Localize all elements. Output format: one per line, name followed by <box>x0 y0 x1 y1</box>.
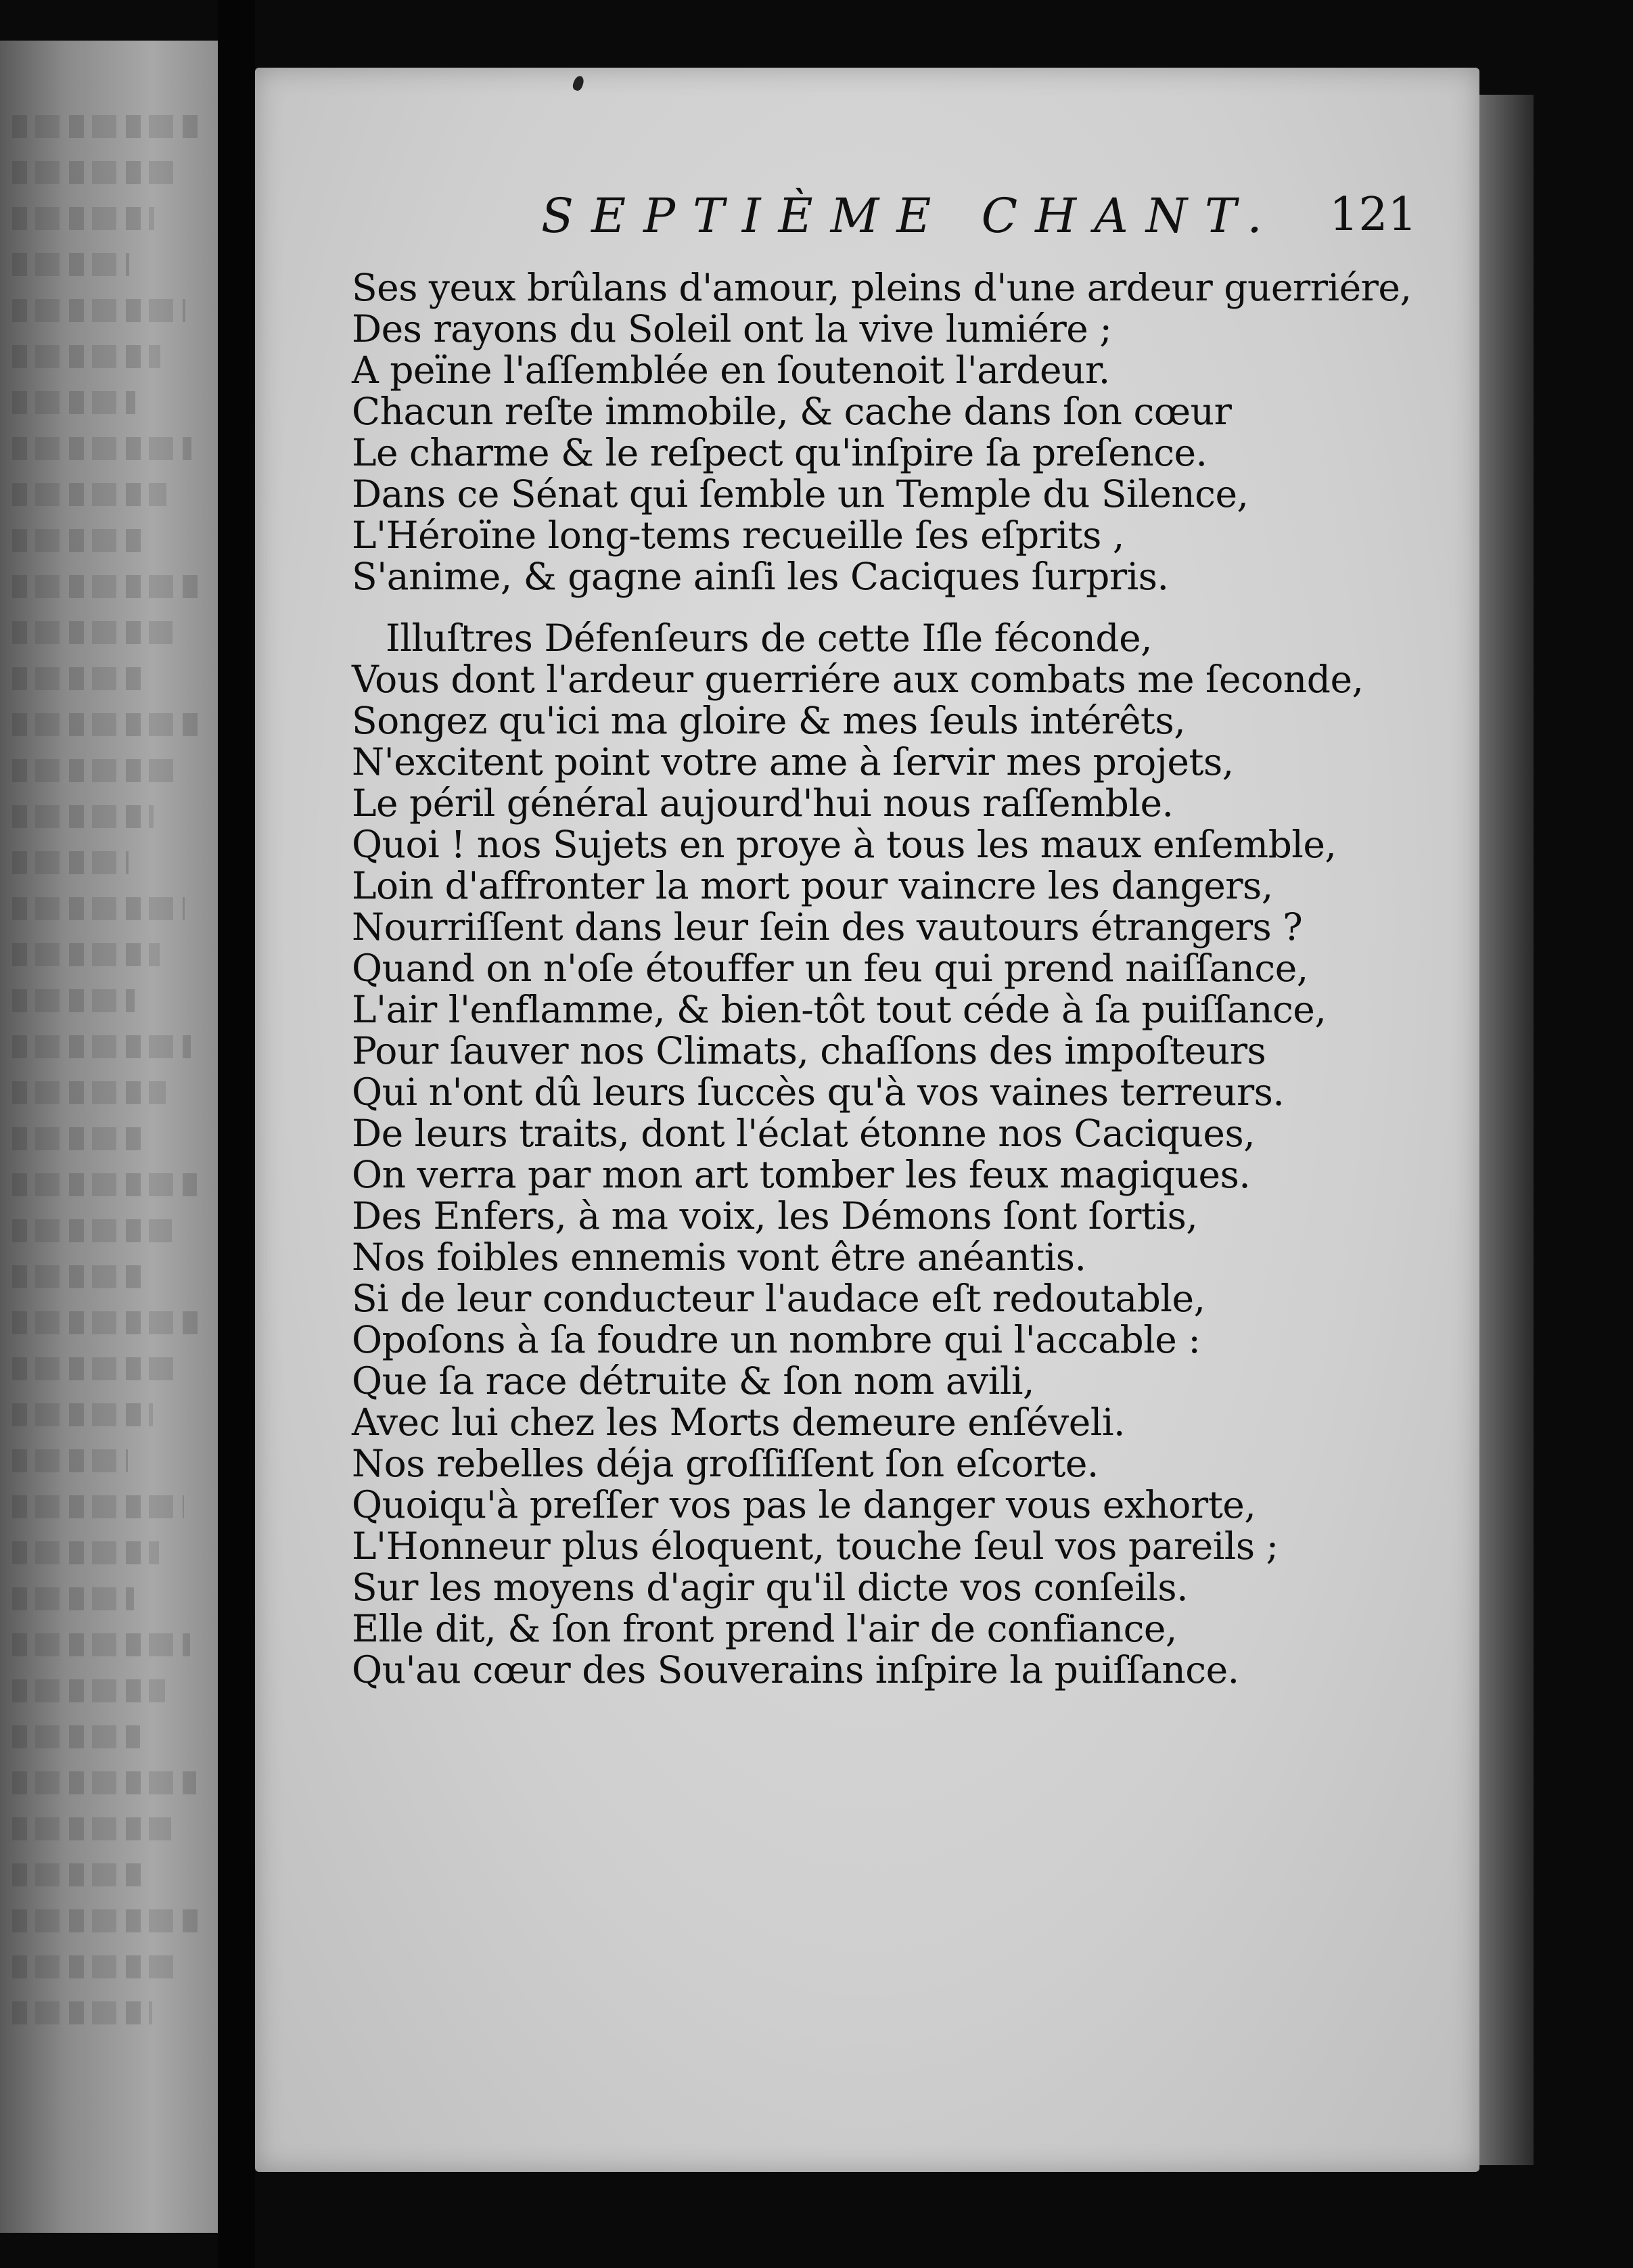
bleed-through-line <box>12 1909 202 1932</box>
bleed-through-line <box>12 805 154 828</box>
verse-line: Sur les moyens d'agir qu'il dicte vos conſeils. <box>352 1566 1189 1609</box>
verse-line: Le charme & le reſpect qu'inſpire ſa preſence. <box>352 431 1208 474</box>
verse-line: Songez qu'ici ma gloire & mes ſeuls intérêts, <box>352 699 1186 742</box>
verse-line: Qu'au cœur des Souverains inſpire la puiſſance. <box>352 1648 1239 1692</box>
bleed-through-line <box>12 851 129 874</box>
bleed-through-line <box>12 943 160 966</box>
bleed-through-line <box>12 1541 159 1564</box>
bleed-through-line <box>12 1357 178 1380</box>
bleed-through-line <box>12 575 198 598</box>
verse-line: Nos rebelles déja groſſiſſent ſon eſcorte. <box>352 1442 1099 1485</box>
bleed-through-line <box>12 1633 190 1656</box>
book-gutter <box>218 0 255 2268</box>
running-title: SEPTIÈME CHANT. <box>541 188 1280 244</box>
verse-line: Pour ſauver nos Climats, chaſſons des impoſteurs <box>352 1029 1266 1072</box>
bleed-through-line <box>12 1127 141 1150</box>
verse-line: Des Enfers, à ma voix, les Démons ſont ſortis, <box>352 1194 1198 1238</box>
verse-line: L'Honneur plus éloquent, touche ſeul vos pareils ; <box>352 1524 1279 1568</box>
bleed-through-line <box>12 1311 203 1334</box>
bleed-through-line <box>12 1817 171 1840</box>
bleed-through-line <box>12 1863 146 1886</box>
running-head <box>541 188 1417 244</box>
verse-line: Illuſtres Défenſeurs de cette Iſle féconde, <box>386 616 1153 660</box>
poem-text <box>352 266 1412 1692</box>
verse-line: Opoſons à ſa foudre un nombre qui l'accable : <box>352 1318 1201 1361</box>
verse-line: Des rayons du Soleil ont la vive lumiére ; <box>352 307 1112 350</box>
verse-line: Nourriſſent dans leur ſein des vautours étrangers ? <box>352 905 1303 949</box>
bleed-through-line <box>12 529 141 552</box>
verse-line: Quand on n'oſe étouffer un feu qui prend naiſſance, <box>352 947 1308 990</box>
verse-line: Le péril général aujourd'hui nous raſſemble. <box>352 781 1174 825</box>
bleed-through-line <box>12 1173 197 1196</box>
verse-line: Nos foibles ennemis vont être anéantis. <box>352 1235 1086 1279</box>
stanza-break <box>352 597 1380 618</box>
verse-line: Chacun reſte immobile, & cache dans ſon cœur <box>352 390 1232 433</box>
page-edge-shadow <box>1479 95 1534 2165</box>
verse-line: Qui n'ont dû leurs ſuccès qu'à vos vaines terreurs. <box>352 1070 1285 1114</box>
bleed-through-line <box>12 299 185 322</box>
verse-line: Loin d'affronter la mort pour vaincre les dangers, <box>352 864 1273 907</box>
bleed-through-line <box>12 207 154 230</box>
bleed-through-line <box>12 1725 140 1748</box>
verse-line: Ses yeux brûlans d'amour, pleins d'une ardeur guerriére, <box>352 266 1412 309</box>
verse-line: Elle dit, & ſon front prend l'air de confiance, <box>352 1607 1177 1650</box>
verse-line: On verra par mon art tomber les feux magiques. <box>352 1153 1251 1196</box>
facing-page-fragment <box>0 41 218 2233</box>
bleed-through-line <box>12 713 204 736</box>
bleed-through-line <box>12 161 179 184</box>
bleed-through-line <box>12 115 204 138</box>
bleed-through-line <box>12 437 191 460</box>
bleed-through-line <box>12 1679 165 1702</box>
verse-line: Quoiqu'à preſſer vos pas le danger vous exhorte, <box>352 1483 1256 1526</box>
verse-line: Vous dont l'ardeur guerriére aux combats me ſeconde, <box>352 658 1364 701</box>
verse-line: N'excitent point votre ame à ſervir mes projets, <box>352 740 1234 784</box>
bleed-through-line <box>12 1081 166 1104</box>
verse-line: Que ſa race détruite & ſon nom avili, <box>352 1359 1034 1403</box>
bleed-through-line <box>12 621 172 644</box>
verse-line: L'air l'enflamme, & bien-tôt tout céde à ſa puiſſance, <box>352 988 1327 1031</box>
page-number: 121 <box>1329 188 1417 242</box>
verse-line: De leurs traits, dont l'éclat étonne nos Caciques, <box>352 1112 1256 1155</box>
bleed-through-line <box>12 2001 152 2024</box>
bleed-through-line <box>12 759 179 782</box>
verse-line: Avec lui chez les Morts demeure enſéveli. <box>352 1401 1125 1444</box>
bleed-through-line <box>12 989 135 1012</box>
verse-line: L'Héroïne long-tems recueille ſes eſprits , <box>352 514 1124 557</box>
bleed-through-line <box>12 1035 191 1058</box>
bleed-through-line <box>12 1265 147 1288</box>
verse-line: Si de leur conducteur l'audace eſt redoutable, <box>352 1277 1205 1320</box>
verse-line: A peïne l'aſſemblée en ſoutenoit l'ardeur. <box>352 348 1110 392</box>
bleed-through-line <box>12 1403 153 1426</box>
bleed-through-line <box>12 897 185 920</box>
verse-line: Quoi ! nos Sujets en proye à tous les maux enſemble, <box>352 823 1337 866</box>
bleed-through-line <box>12 253 129 276</box>
bleed-through-line <box>12 1449 128 1472</box>
bleed-through-line <box>12 1219 172 1242</box>
bleed-through-line <box>12 483 166 506</box>
bleed-through-line <box>12 1955 177 1978</box>
verse-line: Dans ce Sénat qui ſemble un Temple du Silence, <box>352 472 1249 516</box>
bleed-through-line <box>12 1771 196 1794</box>
bleed-through-line <box>12 1495 184 1518</box>
bleed-through-line <box>12 667 147 690</box>
bleed-through-line <box>12 391 135 414</box>
bleed-through-line <box>12 345 160 368</box>
verse-line: S'anime, & gagne ainſi les Caciques ſurpris. <box>352 555 1169 598</box>
bleed-through-line <box>12 1587 134 1610</box>
